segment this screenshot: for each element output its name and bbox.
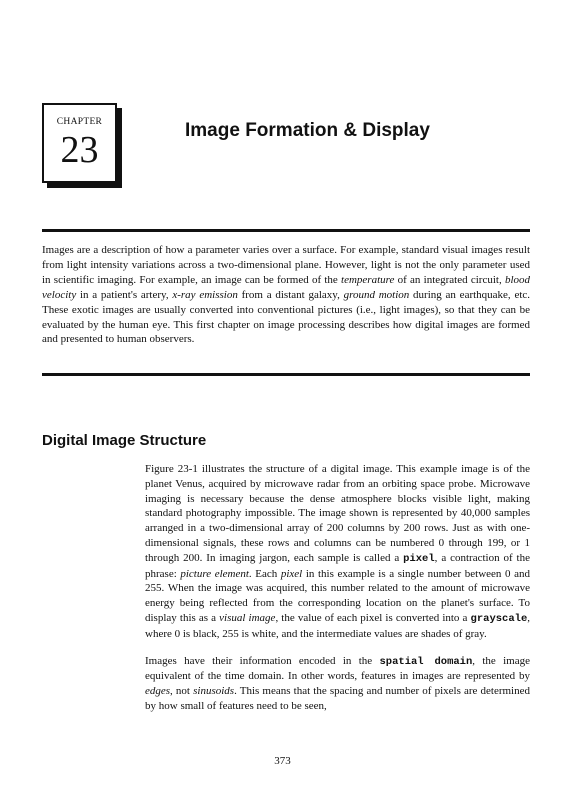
page-number: 373 xyxy=(274,755,291,767)
italic-term: picture element xyxy=(180,567,249,580)
intro-paragraph: Images are a description of how a parameter varies over a surface. For example, standard visual images result from light intensity variations across a two-dimensional plane. However, light is not the only parameter used in scientific imaging. For example, an image can be formed of the temperature of an integrated circuit, blood velocity in a patient's artery, x-ray emission from a distant galaxy, ground motion during an earthquake, etc. These exotic images are usually converted into conventional pictures (i.e., light images), so that they can be evaluated by the human eye. This first chapter on image processing describes how digital images are formed and presented to human observers. xyxy=(42,244,531,346)
chapter-number: 23 xyxy=(60,129,99,171)
italic-term: temperature xyxy=(341,273,395,286)
italic-term: visual image xyxy=(219,611,276,624)
italic-term: pixel xyxy=(280,567,303,580)
section-body xyxy=(145,462,530,726)
bold-term: pixel xyxy=(403,552,435,565)
italic-term: edges xyxy=(145,685,171,698)
chapter-label: CHAPTER xyxy=(56,117,103,127)
bold-term: grayscale xyxy=(470,612,528,625)
bold-term: spatial domain xyxy=(379,655,473,668)
bottom-rule xyxy=(42,373,530,376)
italic-term: sinusoids xyxy=(193,685,235,698)
chapter-title: Image Formation & Display xyxy=(185,120,430,141)
section-heading: Digital Image Structure xyxy=(42,432,207,449)
italic-term: blood velocity xyxy=(42,273,530,301)
top-rule xyxy=(42,229,530,232)
body-paragraph-1: Figure 23-1 illustrates the structure of a digital image. This example image is of the planet Venus, acquired by microwave radar from an orbiting space probe. Microwave imaging is necessary because the dense atmosphere blocks visible light, making standard photography impossible. The image shown is represented by 40,000 samples arranged in a two-dimensional array of 200 columns by 200 rows. Just as with one-dimensional signals, these rows and columns can be numbered 0 through 199, or 1 through 200. In imaging jargon, each sample is called a pixel, a contraction of the phrase: picture element. Each pixel in this example is a single number between 0 and 255. When the image was acquired, this number related to the amount of microwave energy being reflected from the corresponding location on the planet's surface. To display this as a visual image, the value of each pixel is converted into a grayscale, where 0 is black, 255 is white, and the intermediate values are shades of gray. xyxy=(145,463,531,640)
italic-term: x-ray emission xyxy=(172,288,238,301)
chapter-badge xyxy=(42,103,117,183)
italic-term: ground motion xyxy=(343,288,410,301)
body-paragraph-2: Images have their information encoded in the spatial domain, the image equivalent of the time domain. In other words, features in images are represented by edges, not sinusoids. This means that the spacing and number of pixels are determined by how small of features need to be seen, xyxy=(145,654,530,712)
